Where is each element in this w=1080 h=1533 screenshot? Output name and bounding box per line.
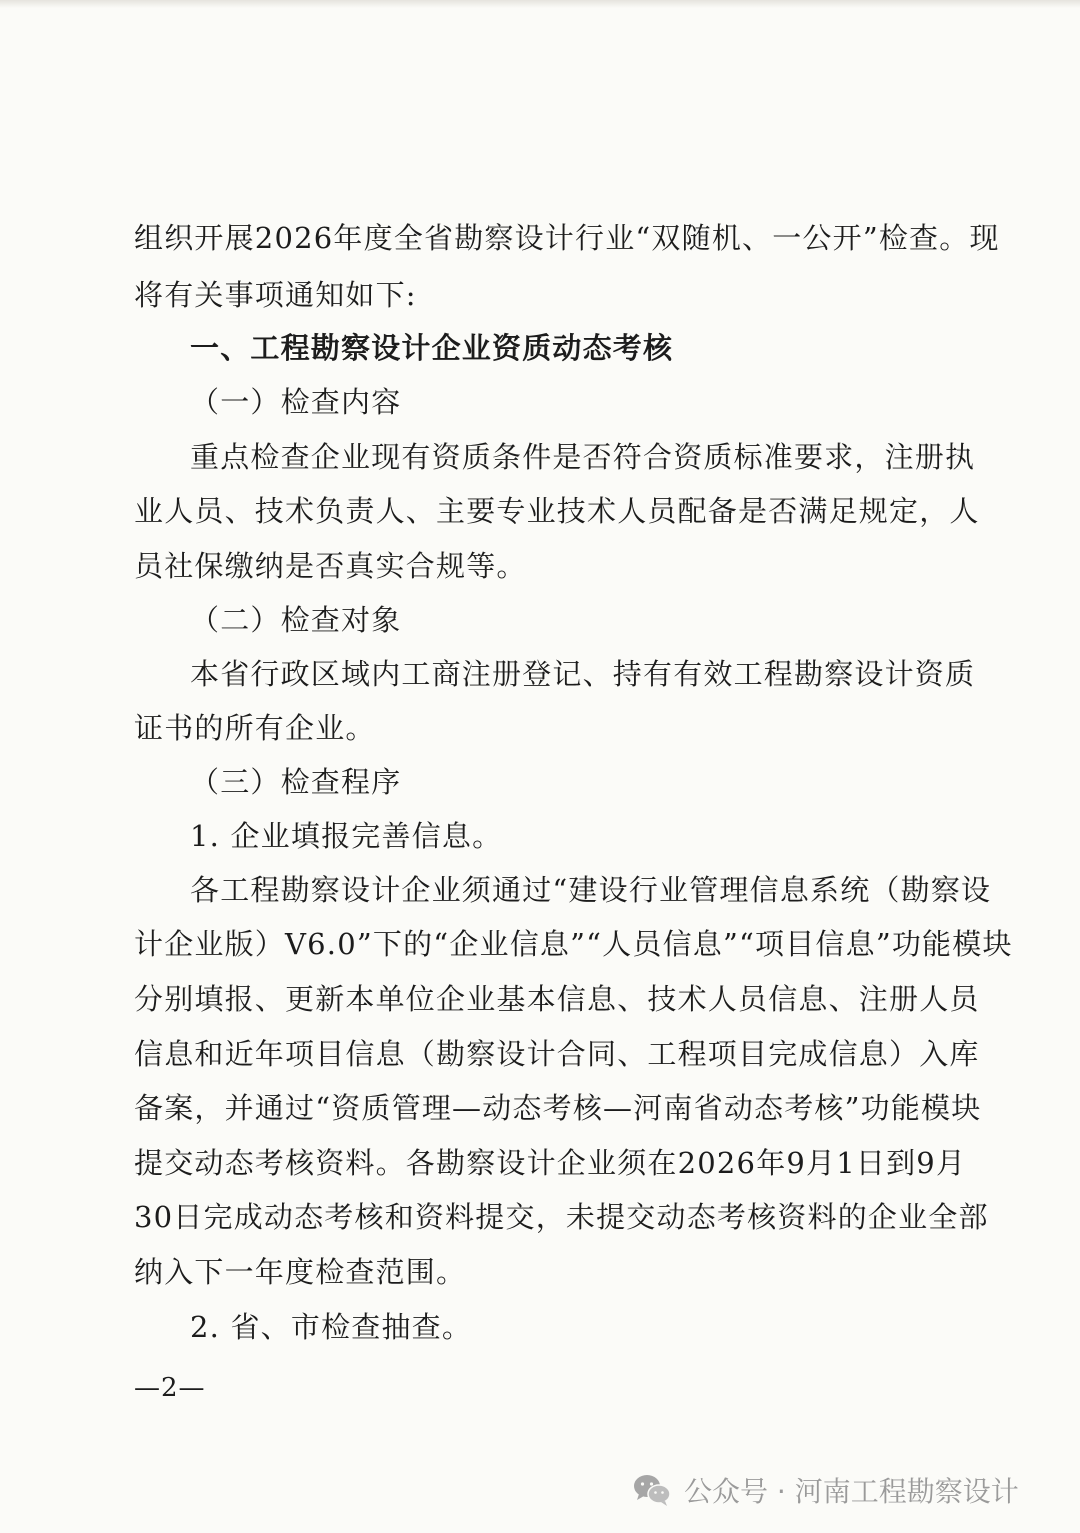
wechat-watermark xyxy=(632,1470,1019,1510)
page-number: —2— xyxy=(134,1373,206,1403)
paragraph-line: 纳入下一年度检查范围。 xyxy=(134,1255,467,1289)
paragraph-line: 各工程勘察设计企业须通过“建设行业管理信息系统（勘察设 xyxy=(190,873,992,907)
wechat-icon xyxy=(632,1472,672,1508)
section-heading: 一、工程勘察设计企业资质动态考核 xyxy=(190,331,674,365)
paragraph-line: 分别填报、更新本单位企业基本信息、技术人员信息、注册人员 xyxy=(134,982,980,1016)
paragraph-line: 将有关事项通知如下: xyxy=(134,278,417,312)
page-edge xyxy=(0,0,1080,8)
paragraph-line: 员社保缴纳是否真实合规等。 xyxy=(134,549,527,583)
paragraph-line: 计企业版）V6.0”下的“企业信息”“人员信息”“项目信息”功能模块 xyxy=(134,927,1013,961)
paragraph-line: 30日完成动态考核和资料提交，未提交动态考核资料的企业全部 xyxy=(134,1200,989,1234)
list-item-heading: 2. 省、市检查抽查。 xyxy=(190,1310,473,1344)
paragraph-line: 组织开展2026年度全省勘察设计行业“双随机、一公开”检查。现 xyxy=(134,221,1000,255)
paragraph-line: 提交动态考核资料。各勘察设计企业须在2026年9月1日到9月 xyxy=(134,1146,967,1180)
list-item-heading: 1. 企业填报完善信息。 xyxy=(190,819,503,853)
paragraph-line: 备案，并通过“资质管理—动态考核—河南省动态考核”功能模块 xyxy=(134,1091,982,1125)
watermark-text: 公众号 · 河南工程勘察设计 xyxy=(684,1475,1019,1508)
subsection-heading: （三）检查程序 xyxy=(190,765,402,799)
paragraph-line: 证书的所有企业。 xyxy=(134,711,376,745)
subsection-heading: （一）检查内容 xyxy=(190,385,402,419)
paragraph-line: 业人员、技术负责人、主要专业技术人员配备是否满足规定，人 xyxy=(134,494,980,528)
paragraph-line: 本省行政区域内工商注册登记、持有有效工程勘察设计资质 xyxy=(190,657,976,691)
paragraph-line: 信息和近年项目信息（勘察设计合同、工程项目完成信息）入库 xyxy=(134,1037,980,1071)
subsection-heading: （二）检查对象 xyxy=(190,603,402,637)
paragraph-line: 重点检查企业现有资质条件是否符合资质标准要求，注册执 xyxy=(190,440,976,474)
